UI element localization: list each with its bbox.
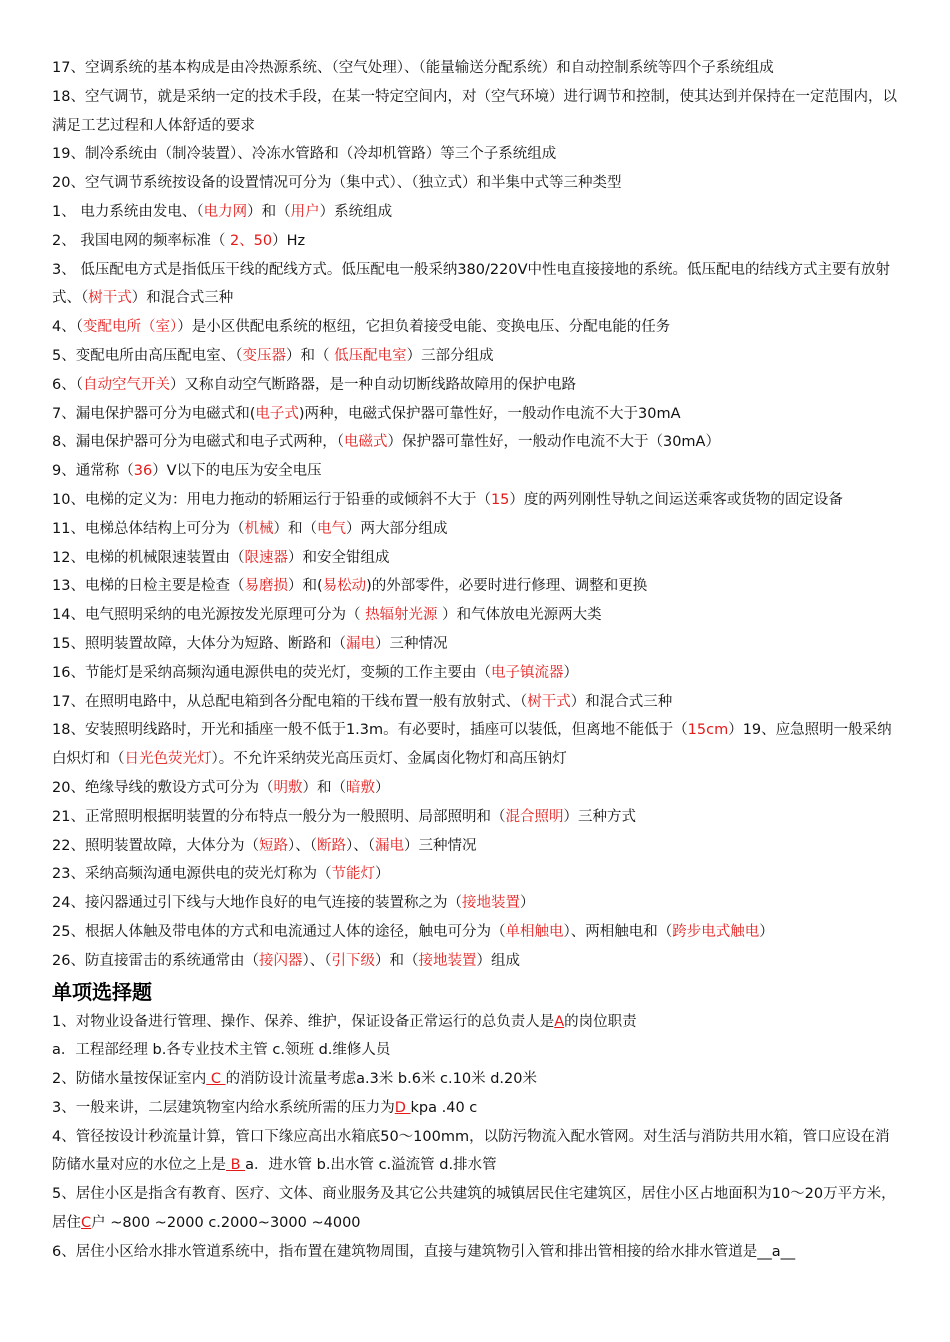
text-line [52, 1065, 902, 1094]
line-text: 9、通常称（ [52, 463, 134, 480]
line-text: 4、管径按设计秒流量计算，管口下缘应高出水箱底50～100mm，以防污物流入配水管网。对生活与消防共用水箱，管口应设在消防储水量对应的水位之上是 [52, 1128, 890, 1174]
answer-text: 用户 [290, 203, 320, 220]
line-text: 20、绝缘导线的敷设方式可分为（ [52, 779, 274, 796]
line-text: kpa .40 c [410, 1099, 478, 1116]
line-text: ）和安全钳组成 [287, 549, 390, 566]
answer-text: 单相触电 [505, 923, 564, 940]
line-text: 18、安装照明线路时，开光和插座一般不低于1.3m。有必要时，插座可以装低，但离地不能低于（ [52, 722, 688, 739]
text-line [52, 688, 902, 717]
text-line [52, 659, 902, 688]
line-text: ）和（ [302, 779, 346, 796]
line-text: 1、对物业设备进行管理、操作、保养、维护，保证设备正常运行的总负责人是 [52, 1013, 555, 1030]
answer-text: D [394, 1099, 411, 1116]
answer-text: 日光色荧光灯 [124, 751, 212, 768]
line-text: ）和（ [374, 952, 419, 969]
answer-text: 电力网 [203, 203, 248, 220]
text-line [52, 428, 902, 457]
line-text: 8、漏电保护器可分为电磁式和电子式两种，（ [52, 434, 344, 451]
text-line [52, 515, 902, 544]
text-line [52, 889, 902, 918]
line-text: ） [374, 779, 390, 796]
line-text: ） [519, 895, 535, 912]
line-text: ）和混合式三种 [131, 290, 234, 307]
answer-text: 断路 [316, 837, 346, 854]
answer-text: 变配电所（室） [82, 319, 178, 336]
line-text: ）三种方式 [563, 808, 636, 825]
line-text: 2、 我国电网的频率标准（ [52, 232, 230, 249]
line-text: 户 ~800 ~2000 c.2000~3000 ~4000 [91, 1215, 361, 1232]
answer-text: 易磨损 [244, 578, 288, 595]
text-line [52, 83, 902, 141]
answer-text: 接闪器 [258, 952, 303, 969]
line-text: ）Hz [272, 232, 306, 249]
text-line [52, 457, 902, 486]
line-text: 的消防设计流量考虑a.3米 b.6米 c.10米 d.20米 [225, 1071, 537, 1088]
answer-text: 明敷 [273, 779, 303, 796]
answer-text: 电子镇流器 [490, 664, 564, 681]
answer-text: 漏电 [345, 635, 375, 652]
line-text: 13、电梯的日检主要是检查（ [52, 578, 245, 595]
line-text: 3、一般来讲，二层建筑物室内给水系统所需的压力为 [52, 1099, 395, 1116]
answer-text: 跨步电式触电 [672, 923, 760, 940]
line-text: ）、两相触电和（ [563, 923, 673, 940]
text-line [52, 601, 902, 630]
answer-text: 2、50 [229, 232, 273, 249]
line-text: 15、照明装置故障，大体分为短路、断路和（ [52, 635, 346, 652]
text-line [52, 256, 902, 314]
text-line [52, 54, 902, 83]
line-text: 2、防储水量按保证室内 [52, 1071, 207, 1088]
text-line [52, 572, 902, 601]
line-text: a．进水管 b.出水管 c.溢流管 d.排水管 [245, 1157, 497, 1174]
line-text: ）两大部分组成 [345, 520, 448, 537]
line-text: 14、电气照明采纳的电光源按发光原理可分为（ [52, 607, 366, 624]
text-line [52, 342, 902, 371]
line-text: )两种，电磁式保护器可靠性好，一般动作电流不大于30mA [298, 405, 681, 422]
line-text: 5、居住小区是指含有教育、医疗、文体、商业服务及其它公共建筑的城镇居民住宅建筑区，居住小区占地面积为10～20万平方米，居住 [52, 1186, 896, 1232]
text-line [52, 169, 902, 198]
answer-text: 限速器 [244, 549, 288, 566]
text-line [52, 1123, 902, 1181]
line-text: ）三种情况 [374, 635, 448, 652]
answer-text: 低压配电室 [334, 347, 407, 364]
line-text: 17、在照明电路中，从总配电箱到各分配电箱的干线布置一般有放射式、（ [52, 693, 528, 710]
answer-text: 变压器 [242, 347, 286, 364]
text-line [52, 832, 902, 861]
line-text: 6、居住小区给水排水管道系统中，指布置在建筑物周围，直接与建筑物引入管和排出管相接的给水排水管道是__a__ [52, 1243, 796, 1260]
text-line [52, 1008, 902, 1037]
text-line [52, 803, 902, 832]
line-text: 4、（ [52, 319, 83, 336]
line-text: 22、照明装置故障，大体分为（ [52, 837, 259, 854]
line-text: 20、空气调节系统按设备的设置情况可分为（集中式）、（独立式）和半集中式等三种类型 [52, 175, 622, 192]
answer-text: 接地装置 [461, 895, 520, 912]
answer-text: 引下级 [331, 952, 375, 969]
line-text: 7、漏电保护器可分为电磁式和( [52, 405, 256, 422]
answer-text: 15cm [687, 722, 729, 739]
text-line [52, 486, 902, 515]
answer-text: B [226, 1157, 246, 1174]
line-text: ）和（ [273, 520, 317, 537]
line-text: ）和( [287, 578, 323, 595]
text-line [52, 198, 902, 227]
line-text: 16、节能灯是采纳高频沟通电源供电的荧光灯，变频的工作主要由（ [52, 664, 491, 681]
line-text: ） [563, 664, 578, 681]
text-line [52, 1094, 902, 1123]
line-text: 18、空气调节，就是采纳一定的技术手段，在某一特定空间内，对（空气环境）进行调节和控制，使其达到并保持在一定范围内，以满足工艺过程和人体舒适的要求 [52, 88, 897, 134]
line-text: 5、变配电所由高压配电室、（ [52, 347, 243, 364]
answer-text: 36 [133, 463, 153, 480]
text-line [52, 227, 902, 256]
line-text: ）三部分组成 [406, 347, 494, 364]
text-line [52, 1180, 902, 1238]
answer-text: 树干式 [88, 290, 132, 307]
line-text: 11、电梯总体结构上可分为（ [52, 520, 245, 537]
text-line [52, 371, 902, 400]
answer-text: 短路 [258, 837, 288, 854]
answer-text: 混合照明 [505, 808, 564, 825]
line-text: ）V以下的电压为安全电压 [152, 463, 322, 480]
answer-text: C [206, 1071, 226, 1088]
text-line [52, 544, 902, 573]
answer-text: 易松动 [322, 578, 367, 595]
line-text: 3、 低压配电方式是指低压干线的配线方式。低压配电一般采纳380/220V中性电直接接地的系统。低压配电的结线方式主要有放射式、（ [52, 261, 890, 307]
text-line [52, 313, 902, 342]
answer-text: 15 [490, 491, 510, 508]
answer-text: 自动空气开关 [82, 376, 170, 393]
answer-text: 接地装置 [418, 952, 477, 969]
line-text: 25、根据人体触及带电体的方式和电流通过人体的途径，触电可分为（ [52, 923, 506, 940]
line-text: 1、 电力系统由发电、（ [52, 203, 204, 220]
text-line [52, 1238, 902, 1267]
line-text: 24、接闪器通过引下线与大地作良好的电气连接的装置称之为（ [52, 895, 462, 912]
text-line [52, 918, 902, 947]
line-text: 6、（ [52, 376, 83, 393]
answer-text: A [554, 1013, 565, 1030]
answer-text: 节能灯 [331, 866, 375, 883]
line-text: ）组成 [476, 952, 520, 969]
line-text: ）保护器可靠性好，一般动作电流不大于（30mA） [387, 434, 720, 451]
line-text: 21、正常照明根据明装置的分布特点一般分为一般照明、局部照明和（ [52, 808, 506, 825]
answer-text: 树干式 [527, 693, 571, 710]
line-text: ）和气体放电光源两大类 [437, 607, 602, 624]
line-text: ）和（ [247, 203, 291, 220]
answer-text: 电气 [316, 520, 346, 537]
line-text: ） [374, 866, 390, 883]
line-text: 12、电梯的机械限速装置由（ [52, 549, 245, 566]
answer-text: 漏电 [374, 837, 404, 854]
line-text: 的岗位职责 [564, 1013, 637, 1030]
line-text: ）。不允许采纳荧光高压贡灯、金属卤化物灯和高压钠灯 [211, 751, 567, 768]
line-text: 23、采纳高频沟通电源供电的荧光灯称为（ [52, 866, 332, 883]
line-text: 19、制冷系统由（制冷装置）、冷冻水管路和（冷却机管路）等三个子系统组成 [52, 146, 557, 163]
line-text: )的外部零件，必要时进行修理、调整和更换 [366, 578, 648, 595]
text-line [52, 774, 902, 803]
line-text: ）19、应急照明一般采纳白炽灯和（ [52, 722, 892, 768]
text-line [52, 630, 902, 659]
answer-text: 热辐射光源 [365, 607, 438, 624]
text-line [52, 716, 902, 774]
line-text: ）又称自动空气断路器，是一种自动切断线路故障用的保护电路 [169, 376, 576, 393]
text-line [52, 1036, 902, 1065]
text-line [52, 140, 902, 169]
line-text: ）、（ [302, 952, 332, 969]
line-text: a．工程部经理 b.各专业技术主管 c.领班 d.维修人员 [52, 1042, 391, 1059]
answer-text: 电子式 [255, 405, 299, 422]
answer-text: 暗敷 [345, 779, 375, 796]
answer-text: 电磁式 [343, 434, 388, 451]
line-text: ）和混合式三种 [570, 693, 673, 710]
answer-text: C [81, 1215, 92, 1232]
line-text: 10、电梯的定义为：用电力拖动的轿厢运行于铅垂的或倾斜不大于（ [52, 491, 491, 508]
section-heading [52, 976, 902, 1008]
line-text: 单项选择题 [52, 979, 152, 1004]
line-text: ）度的两列刚性导轨之间运送乘客或货物的固定设备 [509, 491, 843, 508]
answer-text: 机械 [244, 520, 274, 537]
line-text: 26、防直接雷击的系统通常由（ [52, 952, 259, 969]
line-text: ）和（ [285, 347, 335, 364]
line-text: ）三种情况 [403, 837, 477, 854]
text-line [52, 860, 902, 889]
line-text: ）、（ [345, 837, 375, 854]
document-body [52, 54, 902, 1267]
line-text: ）、（ [287, 837, 317, 854]
line-text: ） [759, 923, 774, 940]
line-text: ）系统组成 [319, 203, 393, 220]
text-line [52, 400, 902, 429]
line-text: ）是小区供配电系统的枢纽，它担负着接受电能、变换电压、分配电能的任务 [177, 319, 671, 336]
text-line [52, 947, 902, 976]
line-text: 17、空调系统的基本构成是由冷热源系统、（空气处理）、（能量输送分配系统）和自动控制系统等四个子系统组成 [52, 60, 774, 76]
